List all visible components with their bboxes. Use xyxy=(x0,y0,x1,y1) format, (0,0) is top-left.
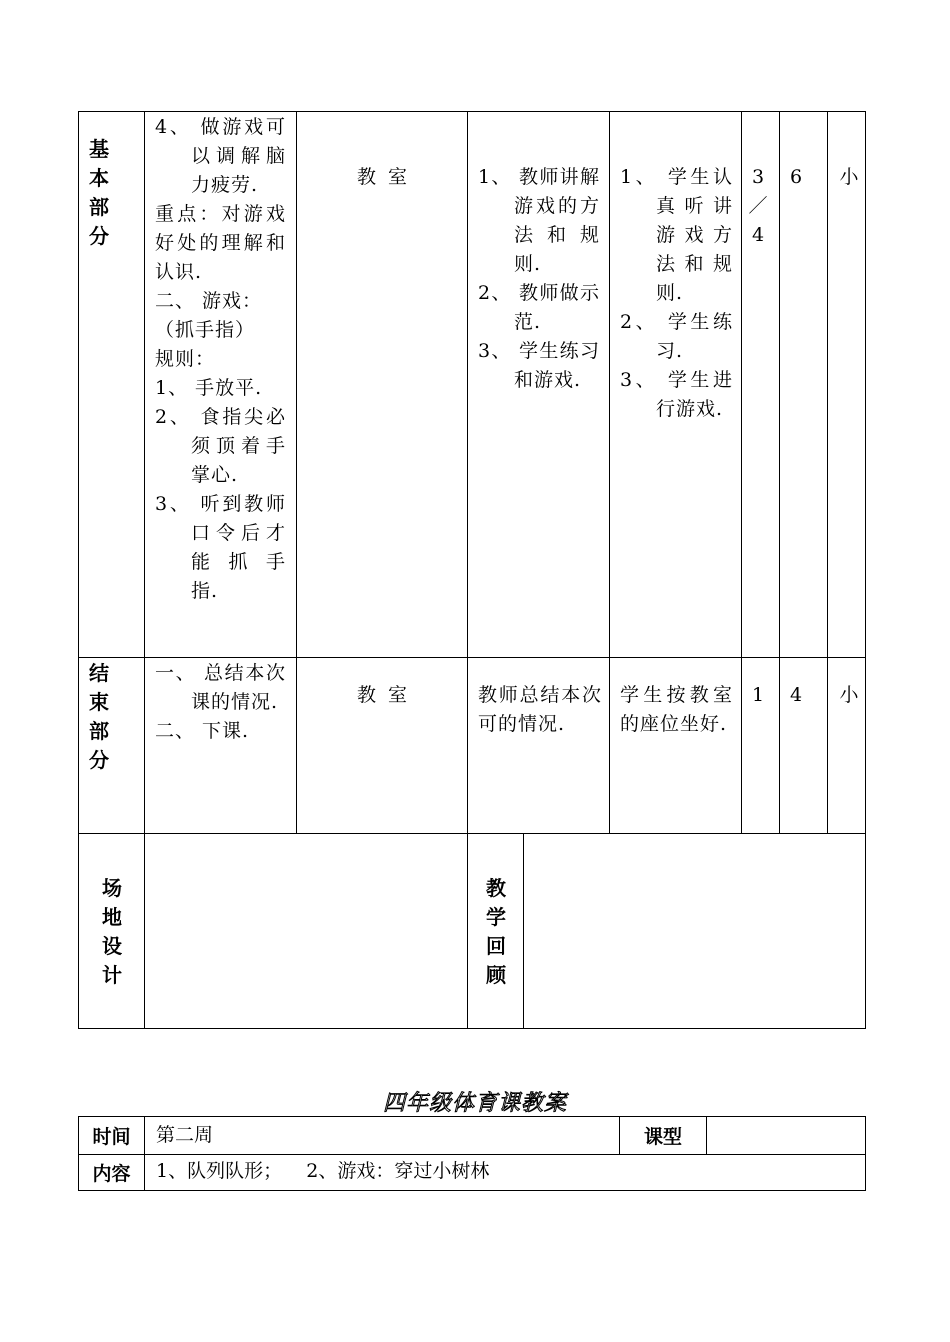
column-divider xyxy=(779,111,780,834)
location-basic: 教 室 xyxy=(356,166,408,188)
content-line: 重点：对游戏好处的理解和认识. xyxy=(155,203,286,283)
student-step: 2、 学生练习. xyxy=(620,311,733,362)
intensity-ending: 小 xyxy=(839,684,859,706)
table-border-right xyxy=(865,1116,866,1191)
content-line: 二、 下课. xyxy=(155,720,250,742)
teacher-step: 3、 学生练习和游戏. xyxy=(478,340,600,391)
ending-content xyxy=(155,659,286,746)
lesson-type-label: 课型 xyxy=(643,1126,682,1148)
section-label-basic: 基本部分 xyxy=(89,137,109,248)
section-label-ending: 结束部分 xyxy=(89,661,109,772)
row-divider xyxy=(78,1154,866,1155)
column-divider xyxy=(523,834,524,1029)
table-border-top xyxy=(78,1116,866,1117)
lesson-title: 四年级体育课教案 xyxy=(382,1091,567,1116)
location-ending: 教 室 xyxy=(356,684,408,706)
teacher-step: 1、 教师讲解游戏的方法和规则. xyxy=(478,166,600,275)
count-ending: 1 xyxy=(751,684,765,706)
content-line: 2、 食指尖必须顶着手掌心. xyxy=(155,406,286,486)
content-line: 二、 游戏： xyxy=(155,290,263,312)
time-value: 第二周 xyxy=(156,1124,214,1146)
basic-content xyxy=(155,113,286,606)
table-border-left xyxy=(78,111,79,1029)
student-activity-ending: 学生按教室的座位坐好. xyxy=(620,684,733,735)
time-ending: 4 xyxy=(789,684,803,706)
column-divider xyxy=(467,111,468,1029)
column-divider xyxy=(741,111,742,834)
count-basic: 3／4 xyxy=(748,166,768,246)
content-line: （抓手指） xyxy=(155,319,256,341)
time-label: 时间 xyxy=(92,1126,131,1148)
teacher-activity-ending: 教师总结本次可的情况. xyxy=(478,684,602,735)
site-design-label: 场地设计 xyxy=(102,876,122,987)
column-divider xyxy=(144,1116,145,1191)
column-divider xyxy=(144,111,145,1029)
time-basic: 6 xyxy=(789,166,803,188)
student-step: 1、 学生认真听讲游戏方法和规则. xyxy=(620,166,733,304)
row-divider xyxy=(78,657,866,658)
table-border-bottom xyxy=(78,1190,866,1191)
table-border-right xyxy=(865,111,866,1029)
content-line: 3、 听到教师口令后才能 抓 手指. xyxy=(155,493,286,602)
table-border-top xyxy=(78,111,866,112)
content-line: 一、 总结本次课的情况. xyxy=(155,662,286,713)
content-label: 内容 xyxy=(92,1163,131,1185)
table-border-bottom xyxy=(78,1028,866,1029)
row-divider xyxy=(78,833,866,834)
teaching-review-label: 教学回顾 xyxy=(486,876,506,987)
column-divider xyxy=(706,1116,707,1154)
teacher-activity-basic xyxy=(478,163,600,395)
student-step: 3、 学生进行游戏. xyxy=(620,369,733,420)
teacher-step: 2、 教师做示范. xyxy=(478,282,600,333)
column-divider xyxy=(296,111,297,834)
student-activity-basic xyxy=(620,163,733,424)
content-line: 规则： xyxy=(155,348,216,370)
content-line: 1、 手放平. xyxy=(155,377,263,399)
content-value: 1、队列队形； 2、游戏：穿过小树林 xyxy=(156,1160,490,1182)
content-line: 4、 做游戏可以调解脑力疲劳. xyxy=(155,116,286,196)
column-divider xyxy=(609,111,610,834)
intensity-basic: 小 xyxy=(839,166,859,188)
column-divider xyxy=(827,111,828,834)
